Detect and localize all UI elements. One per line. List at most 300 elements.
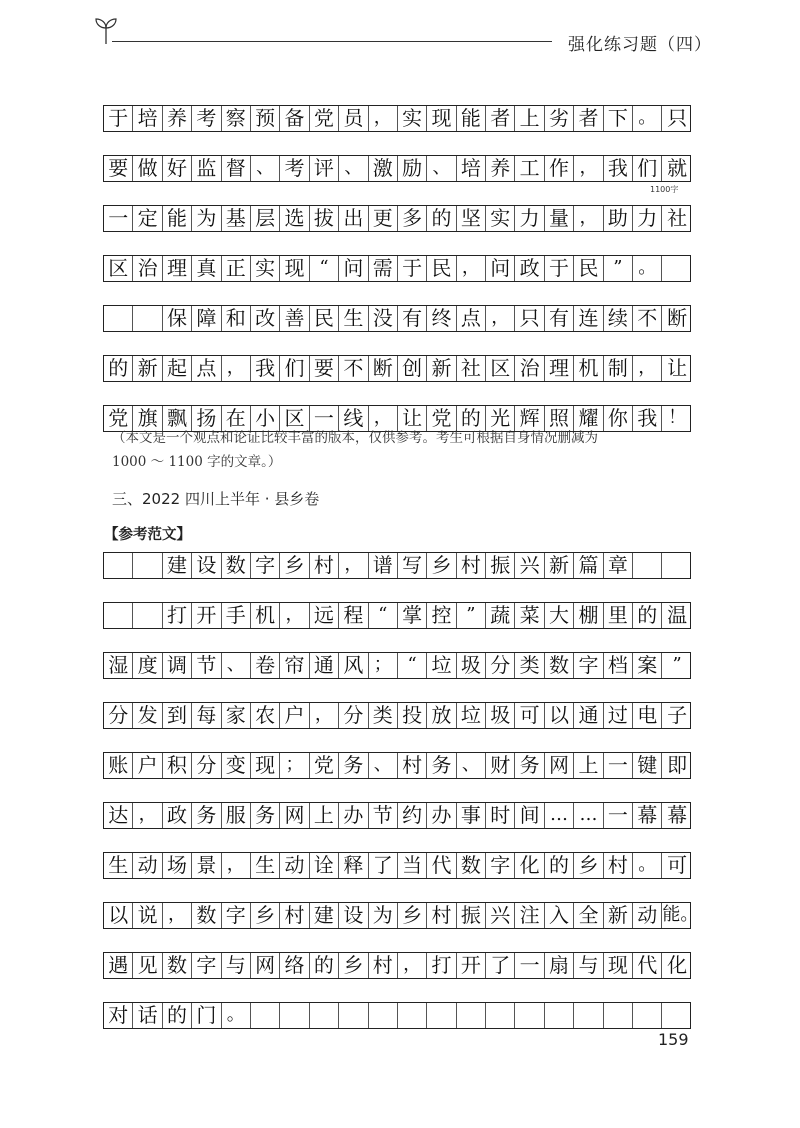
grid-cell: 的	[310, 953, 339, 978]
grid-cell: 扬	[192, 406, 221, 431]
grid-cell: 劣	[545, 106, 574, 131]
grid-cell: 场	[163, 853, 192, 878]
grid-cell: 务	[515, 753, 544, 778]
grid-cell: 一	[310, 406, 339, 431]
grid-cell: 了	[486, 953, 515, 978]
grid-cell: 、	[457, 753, 486, 778]
grid-cell: 与	[574, 953, 603, 978]
grid-cell: 村	[427, 903, 456, 928]
grid-cell: 景	[192, 853, 221, 878]
grid-cell: 幕	[633, 803, 662, 828]
grid-cell: 理	[163, 256, 192, 281]
grid-cell: 风	[339, 653, 368, 678]
grid-cell: 程	[339, 603, 368, 628]
grid-cell: 们	[633, 156, 662, 181]
essay-grid-top	[103, 105, 691, 455]
grid-cell: ，	[574, 156, 603, 181]
grid-cell	[104, 603, 133, 628]
grid-cell: 全	[574, 903, 603, 928]
grid-cell: 出	[339, 206, 368, 231]
grid-row	[103, 952, 691, 979]
grid-cell: 、	[427, 156, 456, 181]
grid-cell: 终	[427, 306, 456, 331]
grid-cell: 手	[222, 603, 251, 628]
grid-cell: 照	[545, 406, 574, 431]
grid-cell: 扇	[545, 953, 574, 978]
grid-cell: 创	[398, 356, 427, 381]
grid-cell: 善	[280, 306, 309, 331]
grid-cell: 、	[251, 156, 280, 181]
grid-cell: 党	[310, 753, 339, 778]
grid-cell: 民	[310, 306, 339, 331]
grid-cell	[251, 1003, 280, 1028]
grid-cell: 治	[515, 356, 544, 381]
grid-row	[103, 752, 691, 779]
grid-cell: 棚	[574, 603, 603, 628]
grid-cell: 力	[515, 206, 544, 231]
grid-cell: 断	[369, 356, 398, 381]
grid-cell: 就	[667, 156, 688, 180]
grid-cell: 字	[222, 903, 251, 928]
grid-cell: 里	[604, 603, 633, 628]
grid-cell: 远	[310, 603, 339, 628]
grid-cell: 选	[280, 206, 309, 231]
grid-row	[103, 652, 691, 679]
grid-cell: 财	[486, 753, 515, 778]
grid-cell: ，	[486, 306, 515, 331]
grid-cell: 化	[667, 953, 688, 977]
grid-cell: 于	[545, 256, 574, 281]
grid-cell: 障	[192, 306, 221, 331]
grid-cell: 办	[427, 803, 456, 828]
grid-cell: 村	[310, 553, 339, 578]
grid-cell: 于	[398, 256, 427, 281]
grid-cell: 好	[163, 156, 192, 181]
grid-cell: 分	[104, 703, 133, 728]
grid-cell: 点	[457, 306, 486, 331]
grid-cell: 乡	[398, 903, 427, 928]
grid-cell: 生	[251, 853, 280, 878]
grid-cell: 的	[633, 603, 662, 628]
grid-cell: 户	[280, 703, 309, 728]
grid-cell: 时	[486, 803, 515, 828]
grid-cell	[662, 553, 691, 578]
grid-cell: 续	[604, 306, 633, 331]
grid-cell: 治	[133, 256, 162, 281]
grid-cell: 谱	[369, 553, 398, 578]
word-count-mark: 1100字	[650, 185, 679, 194]
grid-cell: 卷	[251, 653, 280, 678]
grid-cell: 考	[192, 106, 221, 131]
grid-cell: ，	[222, 356, 251, 381]
grid-cell	[545, 1003, 574, 1028]
grid-cell: 乡	[427, 553, 456, 578]
grid-cell: 分	[486, 653, 515, 678]
grid-cell: 问	[339, 256, 368, 281]
grid-cell: 起	[163, 356, 192, 381]
grid-cell: 耀	[574, 406, 603, 431]
note	[112, 426, 702, 474]
grid-cell: 。	[633, 853, 662, 878]
grid-cell: 动	[633, 903, 662, 928]
grid-cell: 民	[427, 256, 456, 281]
grid-cell: …	[574, 803, 603, 828]
grid-cell: 事	[457, 803, 486, 828]
grid-cell: 机	[251, 603, 280, 628]
page-number: 159	[658, 1030, 689, 1049]
grid-cell: 子	[667, 703, 688, 727]
grid-cell: 党	[104, 406, 133, 431]
grid-cell: ”	[672, 654, 682, 675]
grid-cell: 只	[667, 106, 688, 130]
grid-cell: 力	[633, 206, 662, 231]
grid-cell	[662, 1003, 691, 1028]
grid-cell: 开	[457, 953, 486, 978]
grid-cell: 改	[251, 306, 280, 331]
grid-cell: 我	[604, 156, 633, 181]
grid-cell: 遇	[104, 953, 133, 978]
grid-cell: 有	[545, 306, 574, 331]
grid-cell: 机	[574, 356, 603, 381]
grid-cell: 办	[339, 803, 368, 828]
grid-cell: 飘	[163, 406, 192, 431]
grid-cell: 村	[369, 953, 398, 978]
grid-cell: 的	[545, 853, 574, 878]
grid-cell: 做	[133, 156, 162, 181]
grid-cell: 新	[604, 903, 633, 928]
grid-cell: 节	[192, 653, 221, 678]
grid-cell: 类	[515, 653, 544, 678]
grid-cell: 现	[280, 256, 309, 281]
grid-cell: 乡	[251, 903, 280, 928]
grid-cell: 连	[574, 306, 603, 331]
grid-cell: 与	[222, 953, 251, 978]
grid-cell: 诠	[310, 853, 339, 878]
grid-cell: 。	[222, 1003, 251, 1028]
grid-cell: 一	[604, 753, 633, 778]
grid-cell: 服	[222, 803, 251, 828]
grid-cell: 旗	[133, 406, 162, 431]
grid-cell: 能	[163, 206, 192, 231]
grid-cell: 务	[251, 803, 280, 828]
grid-cell: ”	[457, 603, 486, 628]
grid-cell: 兴	[515, 553, 544, 578]
grid-cell: “	[398, 653, 427, 678]
grid-cell: 我	[633, 406, 662, 431]
grid-cell: 注	[515, 903, 544, 928]
grid-cell: ！	[668, 407, 687, 428]
grid-cell: 菜	[515, 603, 544, 628]
grid-cell: 下	[604, 106, 633, 131]
grid-cell: 和	[222, 306, 251, 331]
grid-cell: 量	[545, 206, 574, 231]
grid-cell: 说	[133, 903, 162, 928]
grid-cell: 者	[486, 106, 515, 131]
grid-cell: 代	[633, 953, 662, 978]
grid-cell: 代	[427, 853, 456, 878]
grid-cell: 新	[545, 553, 574, 578]
grid-cell	[633, 553, 662, 578]
grid-cell: 在	[222, 406, 251, 431]
grid-cell: 政	[515, 256, 544, 281]
grid-cell: 设	[192, 553, 221, 578]
grid-cell: ；	[369, 653, 398, 678]
grid-row	[103, 852, 691, 879]
grid-cell: 数	[545, 653, 574, 678]
grid-cell	[280, 1003, 309, 1028]
grid-cell: 一	[515, 953, 544, 978]
grid-row	[103, 602, 691, 629]
grid-cell	[398, 1003, 427, 1028]
grid-cell: 章	[604, 553, 633, 578]
grid-cell: 民	[574, 256, 603, 281]
grid-cell: 生	[104, 853, 133, 878]
grid-cell: 间	[515, 803, 544, 828]
grid-cell: 要	[104, 156, 133, 181]
grid-cell: 察	[222, 106, 251, 131]
grid-cell: 村	[398, 753, 427, 778]
grid-cell: 实	[486, 206, 515, 231]
grid-cell: 保	[163, 306, 192, 331]
grid-cell: 政	[163, 803, 192, 828]
grid-cell: 现	[604, 953, 633, 978]
grid-cell: 数	[222, 553, 251, 578]
grid-cell: 字	[251, 553, 280, 578]
grid-cell: 党	[427, 406, 456, 431]
grid-cell: 分	[339, 703, 368, 728]
grid-cell: 监	[192, 156, 221, 181]
grid-cell: ，	[633, 356, 662, 381]
grid-cell: 数	[457, 853, 486, 878]
grid-cell: 垃	[427, 653, 456, 678]
grid-cell: 拔	[310, 206, 339, 231]
grid-cell: 入	[545, 903, 574, 928]
grid-cell: 投	[398, 703, 427, 728]
grid-cell: 层	[251, 206, 280, 231]
grid-cell: 农	[251, 703, 280, 728]
grid-cell: 上	[574, 753, 603, 778]
grid-row	[103, 702, 691, 729]
grid-cell: 字	[574, 653, 603, 678]
grid-cell: 光	[486, 406, 515, 431]
grid-row	[103, 205, 691, 232]
grid-cell: 你	[604, 406, 633, 431]
grid-cell: 。	[633, 106, 662, 131]
grid-cell: 现	[251, 753, 280, 778]
grid-cell: 一	[104, 206, 133, 231]
grid-row	[103, 155, 691, 182]
grid-row	[103, 255, 691, 282]
grid-cell: 字	[192, 953, 221, 978]
grid-cell: 实	[398, 106, 427, 131]
grid-cell: …	[545, 803, 574, 828]
grid-cell: 积	[163, 753, 192, 778]
grid-cell: 电	[633, 703, 662, 728]
grid-cell: 络	[280, 953, 309, 978]
grid-cell: 能	[457, 106, 486, 131]
grid-cell: 新	[133, 356, 162, 381]
grid-cell: 实	[251, 256, 280, 281]
grid-cell: 们	[280, 356, 309, 381]
grid-cell: 不	[633, 306, 662, 331]
grid-cell: 、	[339, 156, 368, 181]
grid-cell: 我	[251, 356, 280, 381]
grid-cell: 档	[604, 653, 633, 678]
grid-cell: 培	[457, 156, 486, 181]
grid-cell: 为	[369, 903, 398, 928]
grid-cell	[339, 1003, 368, 1028]
grid-cell: 不	[339, 356, 368, 381]
grid-cell: 线	[339, 406, 368, 431]
grid-cell: 网	[280, 803, 309, 828]
grid-cell: 案	[633, 653, 662, 678]
grid-cell: 小	[251, 406, 280, 431]
grid-cell: 有	[398, 306, 427, 331]
grid-cell	[457, 1003, 486, 1028]
grid-cell: 务	[339, 753, 368, 778]
grid-row	[103, 105, 691, 132]
grid-cell: 、	[222, 653, 251, 678]
essay-grid-bottom	[103, 552, 699, 1052]
grid-cell: ，	[133, 803, 162, 828]
grid-cell: 幕	[667, 803, 688, 827]
grid-cell: 打	[163, 603, 192, 628]
grid-cell: 上	[515, 106, 544, 131]
grid-cell: 户	[133, 753, 162, 778]
grid-cell: 圾	[486, 703, 515, 728]
grid-cell: 坚	[457, 206, 486, 231]
grid-cell: 只	[515, 306, 544, 331]
grid-cell: 乡	[339, 953, 368, 978]
grid-cell: 制	[604, 356, 633, 381]
grid-cell: 要	[310, 356, 339, 381]
grid-cell: 让	[398, 406, 427, 431]
grid-cell: 养	[163, 106, 192, 131]
grid-cell: 养	[486, 156, 515, 181]
grid-cell: 键	[633, 753, 662, 778]
grid-cell: 需	[369, 256, 398, 281]
grid-cell: ”	[604, 256, 633, 281]
grid-cell: 生	[339, 306, 368, 331]
grid-cell: 。	[633, 256, 662, 281]
grid-cell: 区	[104, 256, 133, 281]
grid-cell: 控	[427, 603, 456, 628]
grid-cell: 考	[280, 156, 309, 181]
grid-cell: “	[310, 256, 339, 281]
grid-cell: 大	[545, 603, 574, 628]
grid-cell: 即	[667, 753, 688, 777]
grid-cell: ，	[310, 703, 339, 728]
grid-cell: ，	[369, 406, 398, 431]
header-rule	[112, 41, 552, 42]
grid-cell: 数	[163, 953, 192, 978]
grid-cell: 员	[339, 106, 368, 131]
grid-cell: 督	[222, 156, 251, 181]
grid-cell: 的	[163, 1003, 192, 1028]
grid-cell: 理	[545, 356, 574, 381]
grid-cell	[515, 1003, 544, 1028]
grid-cell: 打	[427, 953, 456, 978]
grid-cell: 动	[133, 853, 162, 878]
grid-cell	[604, 1003, 633, 1028]
grid-cell: 每	[192, 703, 221, 728]
grid-cell	[104, 306, 133, 331]
grid-cell: 网	[545, 753, 574, 778]
grid-cell: 乡	[280, 553, 309, 578]
grid-cell: 设	[339, 903, 368, 928]
grid-cell: 基	[222, 206, 251, 231]
grid-cell	[310, 1003, 339, 1028]
grid-cell: 可	[667, 853, 688, 877]
grid-cell	[369, 1003, 398, 1028]
grid-cell: 度	[133, 653, 162, 678]
grid-row	[103, 305, 691, 332]
grid-cell: 对	[104, 1003, 133, 1028]
grid-row	[103, 1002, 691, 1029]
grid-cell: 温	[667, 603, 688, 627]
grid-cell	[574, 1003, 603, 1028]
grid-cell: 辉	[515, 406, 544, 431]
grid-cell: 以	[104, 903, 133, 928]
grid-cell: 现	[427, 106, 456, 131]
grid-cell: 务	[427, 753, 456, 778]
grid-cell: 村	[604, 853, 633, 878]
grid-cell: 建	[310, 903, 339, 928]
grid-cell: 更	[369, 206, 398, 231]
grid-cell: 兴	[486, 903, 515, 928]
grid-cell: 可	[515, 703, 544, 728]
grid-cell: 通	[310, 653, 339, 678]
grid-cell: 账	[104, 753, 133, 778]
grid-cell: 励	[398, 156, 427, 181]
grid-cell: 以	[545, 703, 574, 728]
grid-cell	[104, 553, 133, 578]
grid-cell: 者	[574, 106, 603, 131]
grid-cell: 于	[104, 106, 133, 131]
grid-cell: 社	[457, 356, 486, 381]
grid-cell: 党	[310, 106, 339, 131]
grid-cell: 当	[398, 853, 427, 878]
grid-cell: 作	[545, 156, 574, 181]
header-title: 强化练习题（四）	[568, 35, 712, 55]
grid-cell	[633, 1003, 662, 1028]
grid-cell: 发	[133, 703, 162, 728]
grid-cell: 助	[604, 206, 633, 231]
grid-cell	[662, 256, 691, 281]
grid-cell: 的	[104, 356, 133, 381]
grid-cell: 、	[369, 753, 398, 778]
grid-cell: 约	[398, 803, 427, 828]
grid-cell: 建	[163, 553, 192, 578]
grid-row	[103, 552, 691, 579]
grid-cell: 点	[192, 356, 221, 381]
grid-cell: 垃	[457, 703, 486, 728]
grid-cell: ，	[163, 903, 192, 928]
grid-cell: 放	[427, 703, 456, 728]
grid-cell: ，	[280, 603, 309, 628]
grid-cell	[486, 1003, 515, 1028]
grid-cell: ，	[457, 256, 486, 281]
grid-cell: 振	[486, 553, 515, 578]
grid-cell: 振	[457, 903, 486, 928]
grid-cell: 家	[222, 703, 251, 728]
grid-cell: 见	[133, 953, 162, 978]
section-title: 三、2022 四川上半年 · 县乡卷	[112, 490, 320, 508]
grid-cell	[427, 1003, 456, 1028]
grid-row	[103, 802, 691, 829]
grid-cell: 村	[457, 553, 486, 578]
grid-cell: 新	[427, 356, 456, 381]
